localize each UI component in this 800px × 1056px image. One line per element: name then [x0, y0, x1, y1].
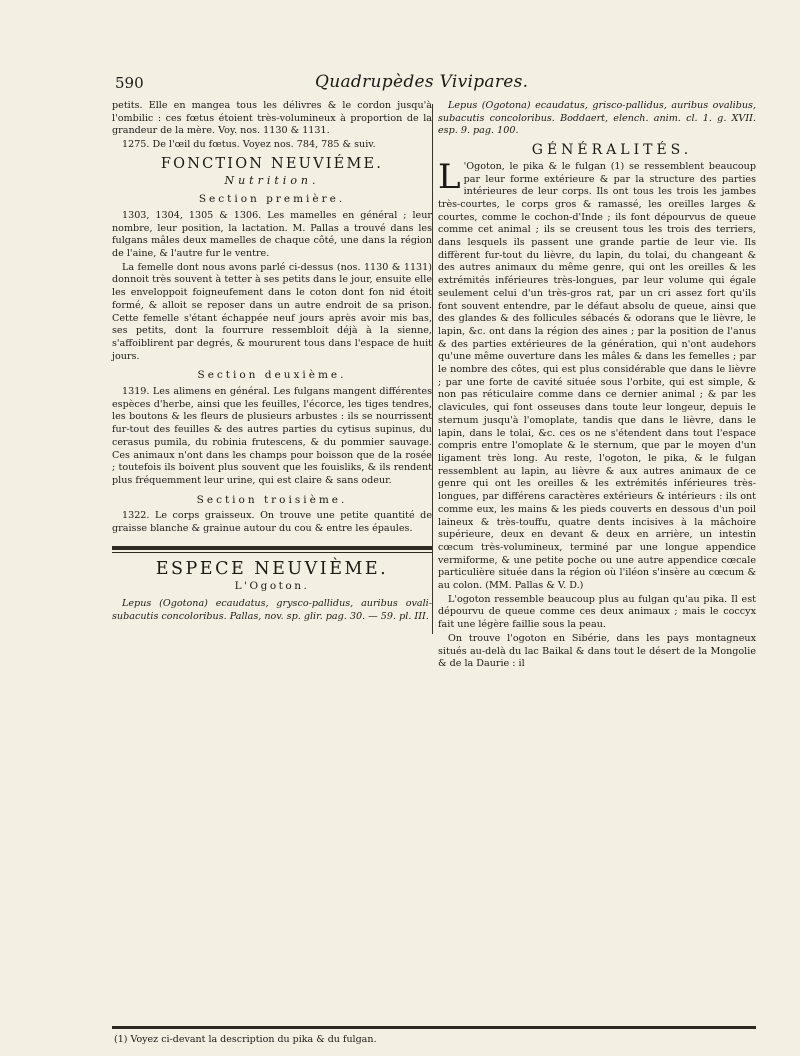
column-divider — [432, 104, 433, 634]
page-number: 590 — [115, 74, 144, 92]
paragraph-general — [438, 156, 756, 593]
drop-cap: L — [438, 156, 461, 197]
heading-section-3: Section troisième. — [196, 493, 348, 506]
heading-generalites: GÉNÉRALITÉS. — [531, 142, 693, 159]
heading-espece: ESPECE NEUVIÈME. — [155, 558, 389, 579]
paragraph-ogoton: L'ogoton ressemble beaucoup plus au fulgan qu'au pika. Il est dépourvu de queue comme ces deux animaux ; mais le coccyx fait une légère faillie sous la peau. — [438, 593, 756, 631]
heading-ogoton: L'Ogoton. — [234, 579, 310, 592]
heading-fonction: FONCTION NEUVIÉME. — [160, 155, 384, 172]
footnote-rule — [112, 1026, 756, 1029]
paragraph-1319: 1319. Les alimens en général. Les fulgans mangent différentes espèces d'herbe, ainsi que les feuilles, l'écorce, les tiges tendres, les boutons & les fleurs de plusieurs arbustes : ils se nourrissent fur-tout des feuilles & des autres parties du cytisus supinus, du cerasus pumila, du robinia frutescens, & du pommier sauvage. Ces animaux n'ont dans les champs pour boisson que de la rosée ; toutefois ils boivent plus souvent que les fouisliks, & ils rendent plus fréquemment leur urine, qui est claire & sans odeur. — [112, 386, 432, 486]
running-head — [115, 72, 715, 96]
heading-nutrition: Nutrition. — [224, 173, 320, 187]
heading-section-2: Section deuxième. — [197, 369, 347, 382]
paragraph-femelle: La femelle dont nous avons parlé ci-dessus (nos. 1130 & 1131) donnoit très souvent à tetter à ses petits dans le jour, ensuite elle les enveloppoit foigneufement dans le coton dont fon nid étoit formé, & alloit se reposer dans un autre endroit de sa prison. Cette femelle s'étant échappée neuf jours après avoir mis bas, ses petits, dont la fourrure ressembloit déjà à la sienne, s'affoiblirent par degrés, & moururent tous dans l'espace de huit jours. — [112, 261, 432, 362]
running-title: Quadrupèdes Vivipares. — [315, 72, 529, 92]
paragraph-general-text: 'Ogoton, le pika & le fulgan (1) se ressemblent beaucoup par leur forme extérieure & par la structure des parties intérieures de leur corps. Ils ont tous les trois les jambes très-courtes, le corps gros & ramassé, les oreilles larges & courtes, comme le cochon-d'Inde ; ils font dépourvus de queue comme cet animal ; ils se creusent tous les trois des terriers, dans lesquels ils passent une grande partie de leur vie. Ils diffèrent fur-tout du lièvre, du lapin, du tolai, du changeant & des autres animaux du même genre, qui ont les oreilles & les extrémités inférieures très-longues, par leur volume qui égale seulement celui d'un très-gros rat, par un cri assez fort qu'ils font souvent entendre, par le défaut absolu de queue, ainsi que des glandes & des follicules sébacés & odorans que le lièvre, le lapin, &c. ont dans la région des aines ; par la position de l'anus & des parties extérieures de la génération, qui n'ont audehors qu'une même ouverture dans les mâles & dans les femelles ; par le nombre des côtes, qui est plus considérable que dans le lièvre ; par une forte de cavité située sous l'orbite, qui est simple, & non pas réticulaire comme dans ce dernier animal ; & par les clavicules, qui font osseuses dans toute leur longeur, depuis le sternum jusqu'à l'omoplate, tandis que dans le lièvre, dans le lapin, dans le tolai, &c. ces os ne s'étendent dans tout l'espace compris entre l'omoplate & le sternum, que par le moyen d'un ligament très long. Au reste, l'ogoton, le pika, & le fulgan ressemblent au lapin, au lièvre & aux autres animaux de ce genre qui ont les oreilles & les extrémités inférieures très-longues, par différens caractères extérieurs & intérieurs : ils ont comme eux, les mains & les pieds couverts en dessous d'un poil laineux & très-touffu, quatre dents incisives à la mâchoire supérieure, deux en devant & deux en arrière, un intestin cœcum très-volumineux, terminé par une longue appendice vermiforme, & une petite poche ou une autre appendice cœcale particulière située dans la région où l'iléon s'insère au cœcum & au colon. (MM. Pallas & V. D.) — [438, 160, 756, 592]
paragraph-1322: 1322. Le corps graisseux. On trouve une petite quantité de graisse blanche & grainue autour du cou & entre les épaules. — [112, 510, 432, 535]
section-rule-thin — [112, 552, 432, 553]
left-column — [112, 100, 432, 625]
paragraph-lepus-right: Lepus (Ogotona) ecaudatus, grisco-pallidus, auribus ovalibus, subacutis concoloribus. Boddaert, elench. anim. cl. 1. g. XVII. esp. 9. pag. 100. — [438, 100, 756, 137]
paragraph-siberie: On trouve l'ogoton en Sibérie, dans les pays montagneux situés au-delà du lac Baikal & dans tout le désert de la Mongolie & de la Daurie : il — [438, 632, 756, 670]
paragraph-lepus-left: Lepus (Ogotona) ecaudatus, grysco-pallidus, auribus ovali-subacutis concoloribus. Pallas, nov. sp. glir. pag. 30. — 59. pl. III. — [112, 598, 432, 622]
footnote: (1) Voyez ci-devant la description du pika & du fulgan. — [114, 1034, 377, 1045]
heading-section-1: Section première. — [198, 193, 346, 206]
paragraph-intro: petits. Elle en mangea tous les délivres & le cordon jusqu'à l'ombilic : ces fœtus étoient très-volumineux à proportion de la grandeur de la mère. Voy. nos. 1130 & 1131. — [112, 100, 432, 137]
paragraph-1303: 1303, 1304, 1305 & 1306. Les mamelles en général ; leur nombre, leur position, la lactation. M. Pallas a trouvé dans les fulgans mâles deux mamelles de chaque côté, une dans la région de l'aine, & l'autre fur le ventre. — [112, 209, 432, 260]
right-column — [438, 100, 756, 672]
paragraph-1275: 1275. De l'œil du fœtus. Voyez nos. 784, 785 & suiv. — [122, 139, 376, 151]
section-rule-thick — [112, 546, 432, 550]
